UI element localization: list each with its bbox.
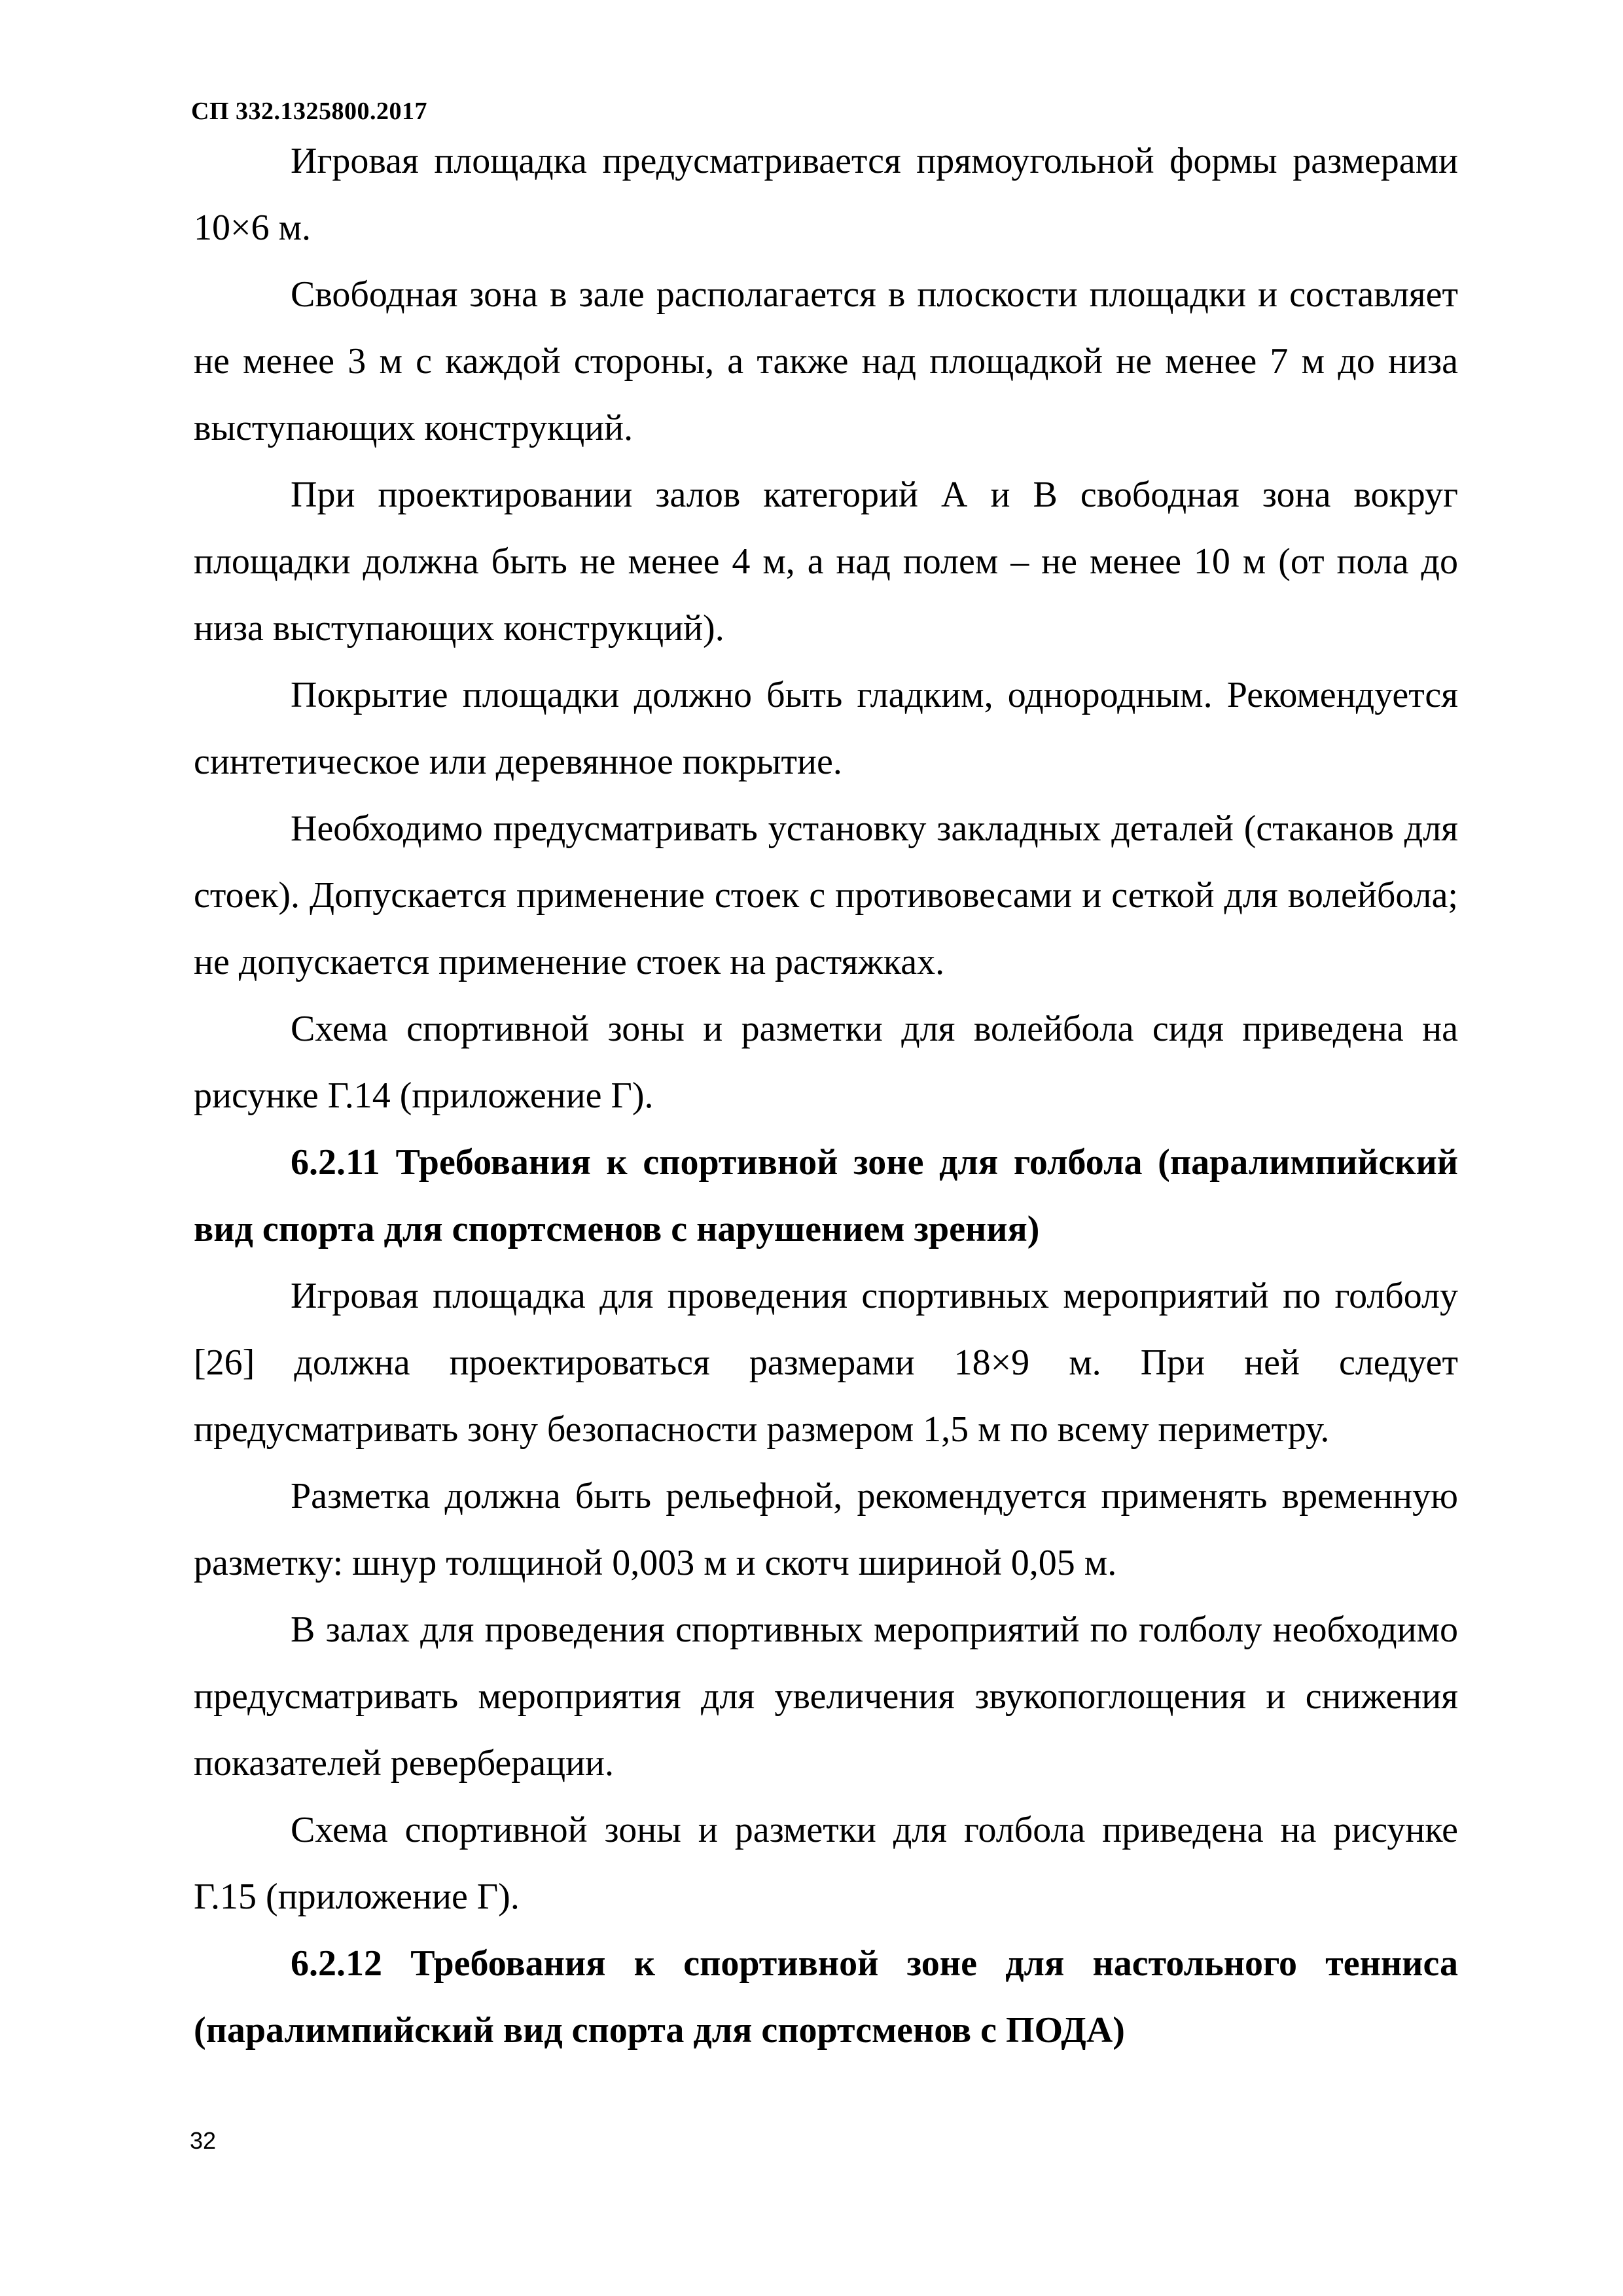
- paragraph-marking: Разметка должна быть рельефной, рекомендуется применять временную разметку: шнур толщиной 0,003 м и скотч шириной 0,05 м.: [194, 1476, 1458, 1583]
- paragraph-free-zone: Свободная зона в зале располагается в плоскости площадки и составляет не менее 3 м с каждой стороны, а также над площадкой не менее 7 м до низа выступающих конструкций.: [194, 274, 1458, 448]
- page-body: [194, 128, 1458, 2064]
- paragraph-goalball-area: Игровая площадка для проведения спортивных мероприятий по голболу [26] должна проектироваться размерами 18×9 м. При ней следует предусматривать зону безопасности размером 1,5 м по всему периметру.: [194, 1276, 1458, 1450]
- paragraph-surface: Покрытие площадки должно быть гладким, однородным. Рекомендуется синтетическое или деревянное покрытие.: [194, 675, 1458, 782]
- paragraph-volleyball-scheme: Схема спортивной зоны и разметки для волейбола сидя приведена на рисунке Г.14 (приложение Г).: [194, 1009, 1458, 1116]
- page-number: 32: [190, 2127, 217, 2154]
- paragraph-playing-area-size: Игровая площадка предусматривается прямоугольной формы размерами 10×6 м.: [194, 141, 1458, 248]
- section-heading-goalball: 6.2.11 Требования к спортивной зоне для голбола (паралимпийский вид спорта для спортсменов с нарушением зрения): [194, 1142, 1458, 1249]
- paragraph-acoustics: В залах для проведения спортивных мероприятий по голболу необходимо предусматривать мероприятия для увеличения звукопоглощения и снижения показателей реверберации.: [194, 1609, 1458, 1784]
- document-code-header: СП 332.1325800.2017: [191, 98, 427, 125]
- section-heading-table-tennis: 6.2.12 Требования к спортивной зоне для настольного тенниса (паралимпийский вид спорта для спортсменов с ПОДА): [194, 1943, 1458, 2051]
- paragraph-category-halls: При проектировании залов категорий А и В свободная зона вокруг площадки должна быть не менее 4 м, а над полем – не менее 10 м (от пола до низа выступающих конструкций).: [194, 475, 1458, 649]
- paragraph-goalball-scheme: Схема спортивной зоны и разметки для голбола приведена на рисунке Г.15 (приложение Г).: [194, 1810, 1458, 1917]
- paragraph-embedded-parts: Необходимо предусматривать установку закладных деталей (стаканов для стоек). Допускается применение стоек с противовесами и сеткой для волейбола; не допускается применение стоек на растяжках.: [194, 808, 1458, 982]
